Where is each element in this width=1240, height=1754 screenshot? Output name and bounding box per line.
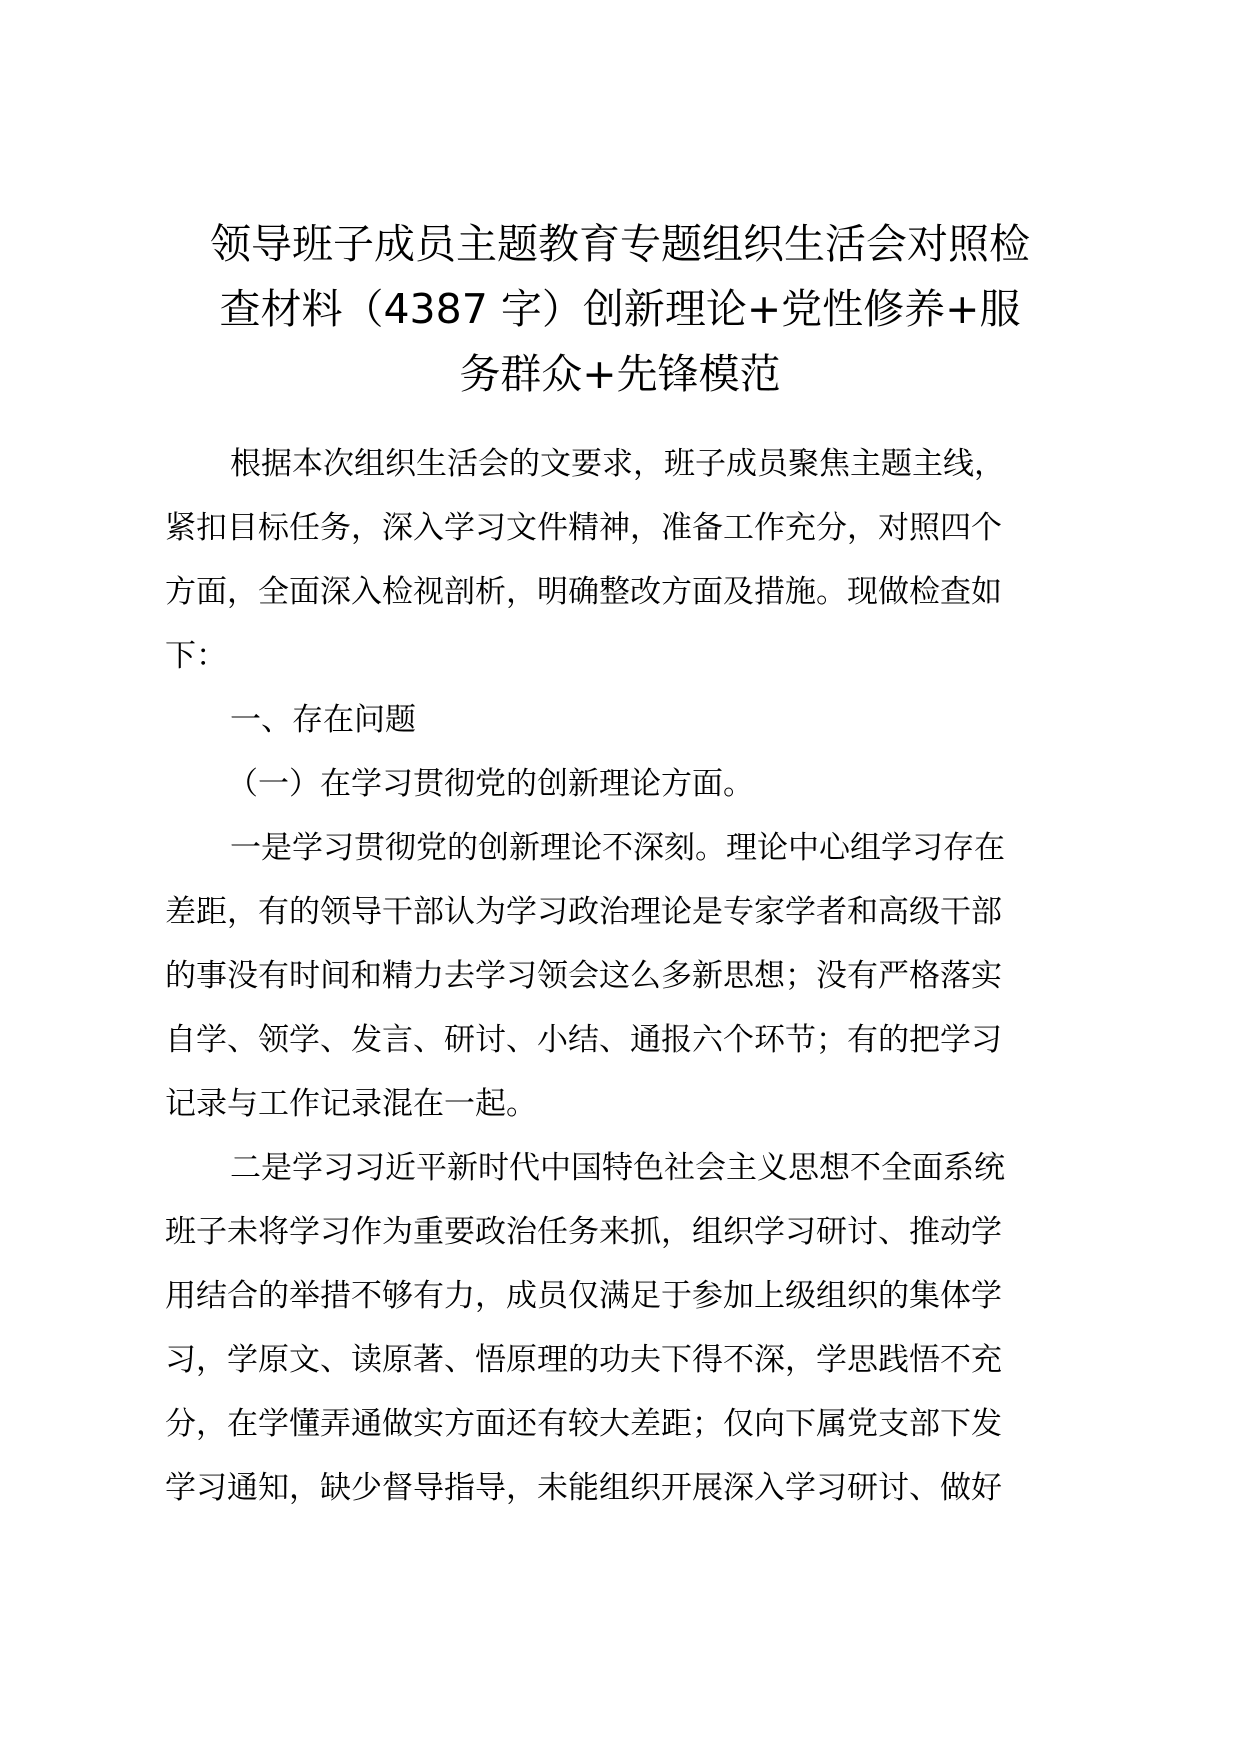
paragraph-line: 下： [165,638,227,674]
section-heading: 一、存在问题 [230,702,416,738]
paragraph-line: 分，在学懂弄通做实方面还有较大差距；仅向下属党支部下发 [165,1406,1002,1442]
document-title [155,212,1085,407]
paragraph-line: 一是学习贯彻党的创新理论不深刻。理论中心组学习存在 [230,830,1005,866]
document-body [165,432,1095,1520]
paragraph-line: 习，学原文、读原著、悟原理的功夫下得不深，学思践悟不充 [165,1342,1002,1378]
paragraph-line: 班子未将学习作为重要政治任务来抓，组织学习研讨、推动学 [165,1214,1002,1250]
intro-paragraph [165,432,1095,688]
paragraph-line: 的事没有时间和精力去学习领会这么多新思想；没有严格落实 [165,958,1002,994]
title-line: 务群众+先锋模范 [459,350,781,398]
paragraph-line: 学习通知，缺少督导指导，未能组织开展深入学习研讨、做好 [165,1470,1002,1506]
paragraph-line: 方面，全面深入检视剖析，明确整改方面及措施。现做检查如 [165,574,1002,610]
paragraph-line: 根据本次组织生活会的文要求，班子成员聚焦主题主线， [230,446,1005,482]
paragraph-line: 自学、领学、发言、研讨、小结、通报六个环节；有的把学习 [165,1022,1002,1058]
paragraph-line: 紧扣目标任务，深入学习文件精神，准备工作充分，对照四个 [165,510,1002,546]
body-paragraph-2 [165,1136,1095,1520]
paragraph-line: 用结合的举措不够有力，成员仅满足于参加上级组织的集体学 [165,1278,1002,1314]
paragraph-line: 记录与工作记录混在一起。 [165,1086,537,1122]
body-paragraph-1 [165,816,1095,1136]
paragraph-line: 二是学习习近平新时代中国特色社会主义思想不全面系统 [230,1150,1005,1186]
subsection-heading: （一）在学习贯彻党的创新理论方面。 [227,766,754,802]
paragraph-line: 差距，有的领导干部认为学习政治理论是专家学者和高级干部 [165,894,1002,930]
title-line: 领导班子成员主题教育专题组织生活会对照检 [210,220,1030,268]
title-line: 查材料（4387 字）创新理论+党性修养+服 [219,285,1021,333]
